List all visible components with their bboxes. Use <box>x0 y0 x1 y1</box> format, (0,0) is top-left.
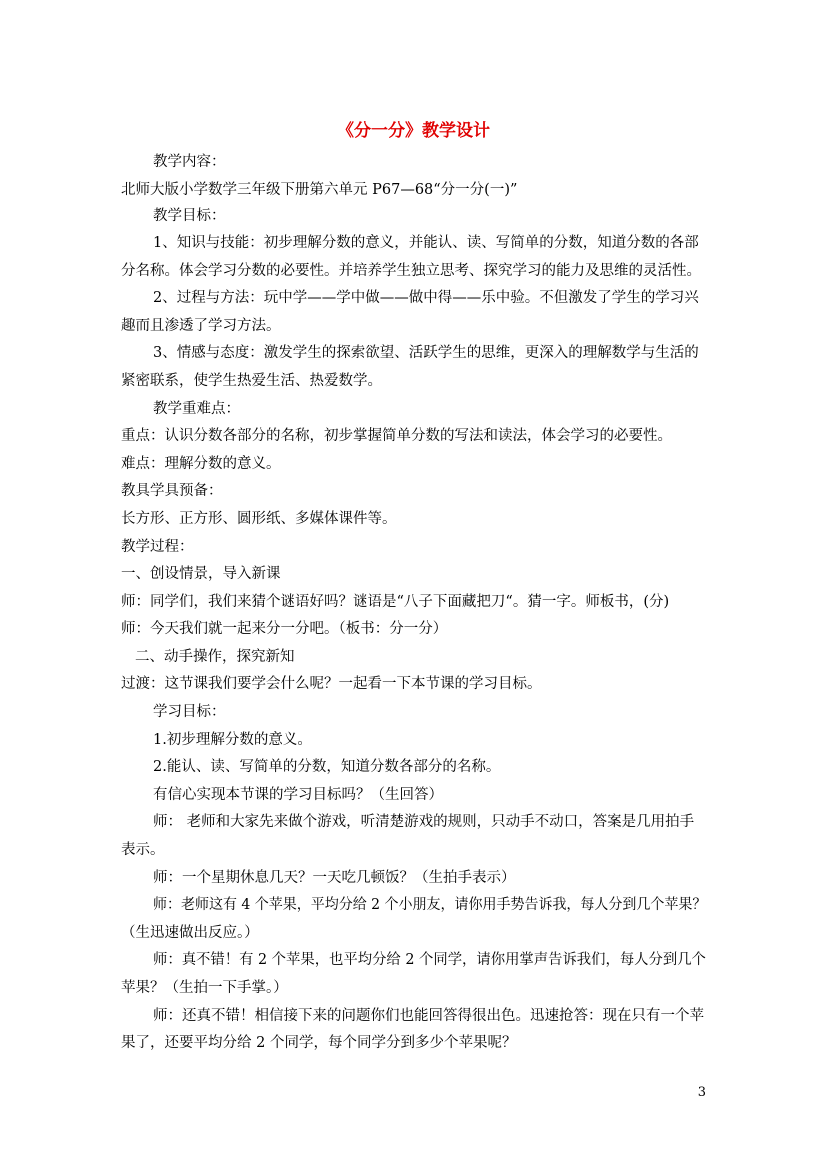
text-line: 教学内容： <box>153 154 226 170</box>
text-line: 表示。 <box>121 842 165 858</box>
text-line: 教学重难点： <box>153 401 240 417</box>
text-line: 1、知识与技能：初步理解分数的意义，并能认、读、写简单的分数，知道分数的各部 <box>153 235 699 251</box>
text-line: 师： 老师和大家先来做个游戏，听清楚游戏的规则，只动手不动口，答案是几用拍手 <box>153 814 695 830</box>
text-line: 学习目标： <box>153 704 226 720</box>
text-line: 师：一个星期休息几天？一天吃几顿饭？（生拍手表示） <box>153 870 516 886</box>
text-line: 教学过程： <box>121 539 194 555</box>
text-line: 教具学具预备： <box>121 483 223 499</box>
text-line: 有信心实现本节课的学习目标吗？（生回答） <box>153 787 443 803</box>
text-line: 分名称。体会学习分数的必要性。并培养学生独立思考、探究学习的能力及思维的灵活性。 <box>121 263 701 279</box>
text-line: 2.能认、读、写简单的分数，知道分数各部分的名称。 <box>153 759 501 775</box>
text-line: 1.初步理解分数的意义。 <box>153 732 312 748</box>
text-line: 重点：认识分数各部分的名称，初步掌握简单分数的写法和读法，体会学习的必要性。 <box>121 428 672 444</box>
text-line: 二、动手操作，探究新知 <box>135 649 295 665</box>
text-line: （生迅速做出反应。） <box>121 925 259 941</box>
text-line: 难点：理解分数的意义。 <box>121 456 281 472</box>
text-line: 3、情感与态度：激发学生的探索欲望、活跃学生的思维，更深入的理解数学与生活的 <box>153 345 699 361</box>
text-line: 苹果？（生拍一下手掌。） <box>121 980 288 996</box>
text-line: 师：还真不错！相信接下来的问题你们也能回答得很出色。迅速抢答：现在只有一个苹 <box>153 1008 704 1024</box>
text-line: 趣而且渗透了学习方法。 <box>121 318 281 334</box>
text-line: 师：真不错！有 2 个苹果，也平均分给 2 个同学，请你用掌声告诉我们，每人分到几个 <box>153 952 706 968</box>
page-number: 3 <box>697 1085 706 1100</box>
text-line: 过渡：这节课我们要学会什么呢？一起看一下本节课的学习目标。 <box>121 676 542 692</box>
text-line: 北师大版小学数学三年级下册第六单元 P67—68“分一分(一)” <box>121 182 518 198</box>
text-line: 2、过程与方法：玩中学——学中做——做中得——乐中验。不但激发了学生的学习兴 <box>153 290 699 306</box>
text-line: 紧密联系，使学生热爱生活、热爱数学。 <box>121 373 382 389</box>
text-line: 教学目标： <box>153 208 226 224</box>
text-line: 长方形、正方形、圆形纸、多媒体课件等。 <box>121 511 397 527</box>
text-line: 师：今天我们就一起来分一分吧。（板书：分一分） <box>121 621 448 637</box>
text-line: 果了，还要平均分给 2 个同学，每个同学分到多少个苹果呢？ <box>121 1035 517 1051</box>
document-title: 《分一分》教学设计 <box>337 121 490 141</box>
text-line: 师：同学们，我们来猜个谜语好吗？谜语是“八子下面藏把刀“。猜一字。师板书，(分) <box>121 594 670 610</box>
text-line: 一、创设情景，导入新课 <box>121 566 281 582</box>
text-line: 师：老师这有 4 个苹果，平均分给 2 个小朋友，请你用手势告诉我，每人分到几个苹果？ <box>153 897 707 913</box>
